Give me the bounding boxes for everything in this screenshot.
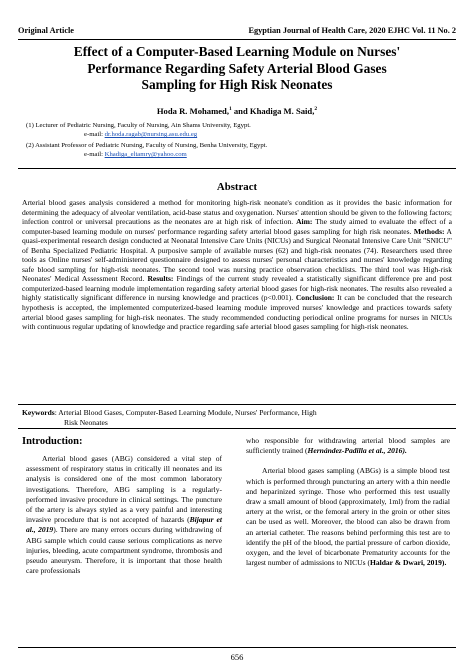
citation-hernandez: Hernández-Padilla et al., 2016).: [307, 446, 407, 456]
author-1-email-link[interactable]: dr.hoda.ragab@nursing.asu.edu.eg: [104, 131, 198, 138]
intro-text-1b: ). There are many errors occurs during withdrawing of ABG sample which could cause serious complications as nerve injuries, bleeding, acute compartment syndrome, thrombosis and pseudo aneurysm. Therefore, it is important that those health care professionals: [26, 525, 222, 576]
running-header: [18, 26, 456, 40]
keywords-bottom-rule: [18, 428, 456, 429]
right-column: [246, 436, 450, 568]
methods-label: Methods:: [413, 226, 445, 236]
intro-paragraph-1: [26, 454, 222, 576]
intro-paragraph-cont: [246, 436, 450, 456]
affiliation-1: [26, 121, 251, 139]
header-rule: [18, 39, 456, 40]
keywords-line-1: [22, 408, 452, 418]
paper-title: [30, 44, 444, 94]
author-2-email-link[interactable]: Khadiga_eltamry@yahoo.com: [104, 151, 187, 158]
affiliation-2-text: (2) Assistant Professor of Pediatric Nursing, Faculty of Nursing, Benha University, Egypt.: [26, 142, 268, 149]
keywords-line-2: Risk Neonates: [64, 418, 108, 427]
aim-label: Aim:: [296, 217, 313, 227]
intro-text-2a: who responsible for withdrawing arterial blood samples are sufficiently trained (: [246, 436, 450, 456]
citation-bijapur: Bijapur et al., 2019: [26, 515, 222, 535]
intro-text-1a: Arterial blood gases (ABG) considered a vital step of assessment of respiratory status in critically ill neonates and its analysis is considered one of the most common laboratory investigations. Therefore, ABG sampling is a regularly-performed invasive procedure in clinical settings. The puncture of the artery is always styled as a very painful and interesting invasive procedure that is not accepted of hazards (: [26, 454, 222, 525]
conclusion-label: Conclusion:: [295, 293, 335, 303]
keywords-top-rule: [18, 404, 456, 405]
abstract-body: [22, 198, 452, 332]
abstract-intro: Arterial blood gases analysis considered a method for monitoring high-risk neonate's condition as it provides the basic information for determining the adequacy of alveolar ventilation, acid-base status and oxygenation. Nurses' attention should be given to the following factors; infection control or universal precautions as the neonates are at high risk of infection.: [22, 198, 452, 227]
page-number: 656: [230, 652, 244, 662]
left-column: [26, 454, 222, 576]
methods-text: A quasi-experimental research design conducted at Neonatal Intensive Care Units (NICUs) and Surgical Neonatal Intensive Care Unit "SNICU" of Benha Specialized Pediatric Hospital. A purposive sample of available nurses (62) and high-risk neonates (74). Researchers used three tools as Online nurses' self-administered questionnaire designed to assess nurses' personal characteristics and nurses' knowledge regarding safe blood sampling for high-risk neonates. The second tool was nursing practice observation checklists. The third tool was High-risk Neonates' Medical Assessment Record.: [22, 226, 452, 284]
title-line-1: Effect of a Computer-Based Learning Module on Nurses': [73, 44, 401, 59]
journal-citation: Egyptian Journal of Health Care, 2020 EJHC Vol. 11 No. 2: [248, 26, 456, 35]
keywords: [22, 408, 452, 428]
author-list: [0, 106, 474, 116]
author-1: Hoda R. Mohamed,: [156, 106, 229, 116]
intro-text-2b: Arterial blood gases sampling (ABGs) is a simple blood test which is performed through puncturing an artery with a thin needle and heparinized syringe. Those who performed this test usually draw a small amount of blood (approximately, 1ml) from the radial artery at the wrist, or the femoral artery in the groin or other sites can be used as well. Moreover, the blood can also be drawn from an arterial catheter. The reasons behind performing this test are to identify the pH of the blood, the partial pressure of carbon dioxide, oxygen, and the level of bicarbonate Prematurity accounts for the largest number of admissions to NICUs (: [246, 466, 450, 568]
author-2: Khadiga M. Said,: [249, 106, 315, 116]
title-line-2: Performance Regarding Safety Arterial Blood Gases: [87, 60, 387, 76]
keywords-text-1: : Arterial Blood Gases, Computer-Based Learning Module, Nurses' Performance, High: [54, 408, 317, 417]
results-label: Results:: [147, 274, 174, 284]
article-type: Original Article: [18, 26, 74, 35]
email-label: e-mail:: [84, 131, 105, 138]
abstract-heading: Abstract: [216, 181, 258, 193]
affiliation-1-email-row: [26, 130, 251, 139]
aim-text: The study aimed to evaluate the effect of a computer-based learning module on nurses' performance regarding safety arterial blood gases sampling for high risk neonates.: [22, 217, 453, 236]
affiliation-2-email-row: [26, 150, 267, 159]
conclusion-text: It can be concluded that the research hypothesis is accepted, the implemented computerized-based learning module improved nurses' knowledge and practices towards safety arterial blood gases sampling for high-risk neonates. The study recommended conducting periodical online programs for nurses in NICUs with continuous regular updating of knowledge and practice regarding safe arterial blood gases sampling for high-risk neonates.: [22, 293, 452, 332]
introduction-heading: Introduction:: [22, 436, 83, 447]
title-line-3: Sampling for High Risk Neonates: [141, 77, 333, 92]
author-conjunction: and: [231, 106, 250, 116]
citation-haldar: Haldar & Dwari, 2019).: [369, 558, 447, 568]
author-1-marker: 1: [228, 106, 232, 113]
affiliation-1-text: (1) Lecturer of Pediatric Nursing, Faculty of Nursing, Ain Shams University, Egypt.: [26, 122, 251, 129]
affiliation-2: [26, 141, 267, 159]
footer-rule: [18, 647, 456, 648]
intro-paragraph-2: [246, 466, 450, 568]
email-label: e-mail:: [84, 151, 105, 158]
author-2-marker: 2: [314, 106, 318, 113]
results-text: Findings of the current study revealed a statistically significant difference pre and post computerized-based learning module implementation regarding safety arterial blood gases for high-risk neonates. The results also revealed a highly statistically significant difference in nursing knowledge and practices (p<0.001).: [22, 274, 452, 303]
keywords-label: Keywords: [22, 408, 55, 417]
section-rule: [18, 168, 456, 169]
